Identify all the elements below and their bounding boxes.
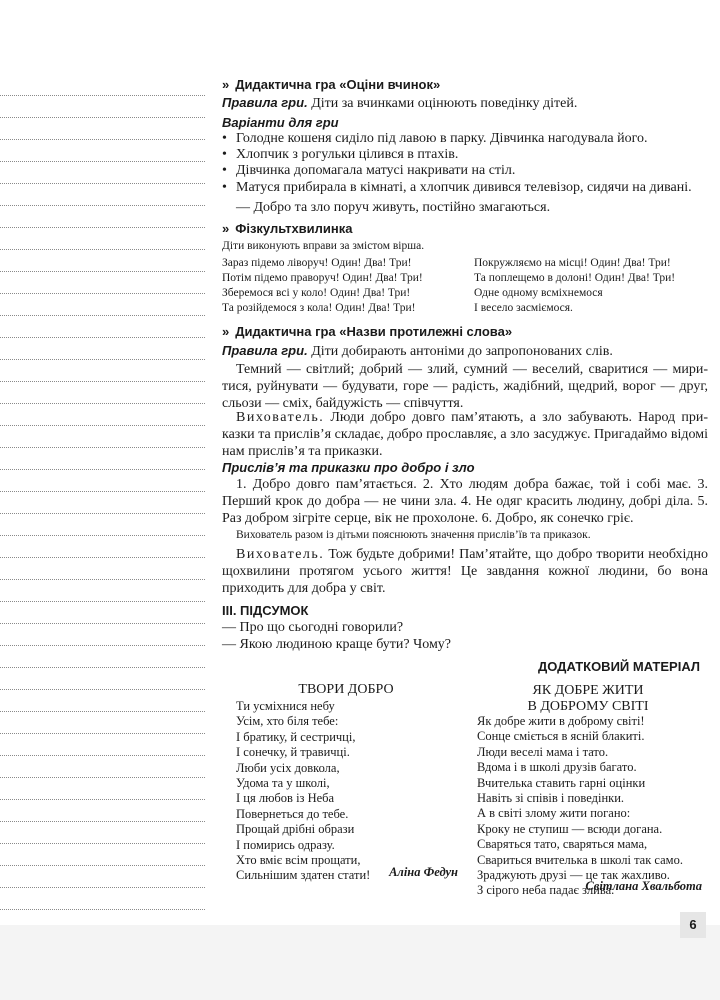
proverbs-note: Вихователь разом із дітьми пояснюють значення прислів’їв та приказок. — [236, 529, 591, 541]
exercise-heading: » Фізкультхвилинка — [222, 221, 353, 236]
summary-heading: ІІІ. ПІДСУМОК — [222, 603, 309, 618]
list-item: • Дівчинка допомагала матусі накривати на стіл. — [222, 163, 708, 179]
poem2-lines: Як добре жити в доброму світі! Сонце сміється в ясній блакиті. Люди веселі мама і тато. Вдома і в школі друзів багато. Вчителька ставить гарні оцінки Навіть зі співів і поведінки. А в світі злому жити погано: Кроку не ступиш — всюди догана. Сваряться тато, сваряться мама, Свариться вчителька в школі так само. Зраджують друзі — це так жахливо. З сірого неба падає злива. — [477, 714, 683, 898]
game2-rules: Правила гри. Діти добирають антоніми до запропонованих слів. — [222, 343, 613, 359]
poem1-author: Аліна Федун — [389, 865, 458, 879]
game1-heading: » Дидактична гра «Оціни вчинок» — [222, 77, 441, 92]
page-footer-band — [0, 925, 720, 1000]
list-item: • Хлопчик з рогульки цілився в птахів. — [222, 147, 708, 163]
teacher-speech-2: Вихователь. Тож будьте добрими! Пам’ятайте, що добро творити необхідно щохвилини протягом усього життя! Це завдання кожної людини, бо вона приходить для добра у світ. — [222, 547, 708, 597]
game2-antonyms: Темний — світлий; добрий — злий, сумний — веселий, сваритися — миритися, руйнувати — будувати, горе — радість, жадібний, щедрий, ворог — друг, сльози — сміх, байдужість — співчуття. — [222, 362, 708, 412]
section-arrow-icon: » — [222, 77, 230, 92]
additional-material-heading: ДОДАТКОВИЙ МАТЕРІАЛ — [537, 659, 700, 674]
proverbs-text: 1. Добро довго пам’ятається. 2. Хто людям добра бажає, той і собі має. 3. Перший крок до добра — не чини зла. 4. Не одяг красить людину, добрі діла. 5. Раз добром зігріте серце, вік не прохолоне. 6. Добро, як сонечко гріє. — [222, 477, 708, 527]
list-item: • Голодне кошеня сиділо під лавою в парку. Дівчинка нагодувала його. — [222, 131, 708, 147]
exercise-left-verse: Зараз підемо ліворуч! Один! Два! Три! Потім підемо праворуч! Один! Два! Три! Зберемося всі у коло! Один! Два! Три! Та розійдемося з кола! Один! Два! Три! — [222, 257, 423, 314]
poem2-title: ЯК ДОБРЕ ЖИТИ В ДОБРОМУ СВІТІ — [527, 683, 649, 714]
game2-heading: » Дидактична гра «Назви протилежні слова» — [222, 324, 513, 339]
game1-rules: Правила гри. Діти за вчинками оцінюють поведінку дітей. — [222, 95, 578, 111]
poem1-title: ТВОРИ ДОБРО — [298, 682, 394, 697]
poem2-author: Світлана Хвальбота — [585, 879, 702, 893]
teacher-speech-1: Вихователь. Люди добро довго пам’ятають, а зло забувають. Народ приказки та прислів’я складає, добро прославляє, а зло засуджує. Пригадаймо відомі нам прислів’я та приказки. — [222, 410, 708, 460]
proverbs-heading: Прислів’я та приказки про добро і зло — [222, 460, 475, 475]
summary-questions: — Про що сьогодні говорили? — Якою людиною краще бути? Чому? — [222, 620, 452, 653]
exercise-right-verse: Покружляємо на місці! Один! Два! Три! Та поплещемо в долоні! Один! Два! Три! Одне одному всміхнемося І весело засміємося. — [474, 257, 676, 314]
poem1-lines: Ти усміхнися небу Усім, хто біля тебе: І братику, й сестричці, І сонечку, й травичці. Люби усіх довкола, Удома та у школі, І ця любов із Неба Повернеться до тебе. Прощай дрібні образи І помирись одразу. Хто вміє всім прощати, Сильнішим здатен стати! — [236, 699, 371, 883]
game1-saying: — Добро та зло поруч живуть, постійно змагаються. — [236, 200, 551, 215]
section-arrow-icon: » — [222, 324, 230, 339]
section-arrow-icon: » — [222, 221, 230, 236]
game1-variants-list — [222, 131, 708, 196]
notes-margin — [0, 74, 205, 954]
exercise-intro: Діти виконують вправи за змістом вірша. — [222, 240, 425, 252]
game1-variants-label: Варіанти для гри — [222, 115, 339, 130]
list-item: • Матуся прибирала в кімнаті, а хлопчик дивився телевізор, сидячи на дивані. — [222, 180, 708, 196]
page-number: 6 — [680, 912, 706, 938]
